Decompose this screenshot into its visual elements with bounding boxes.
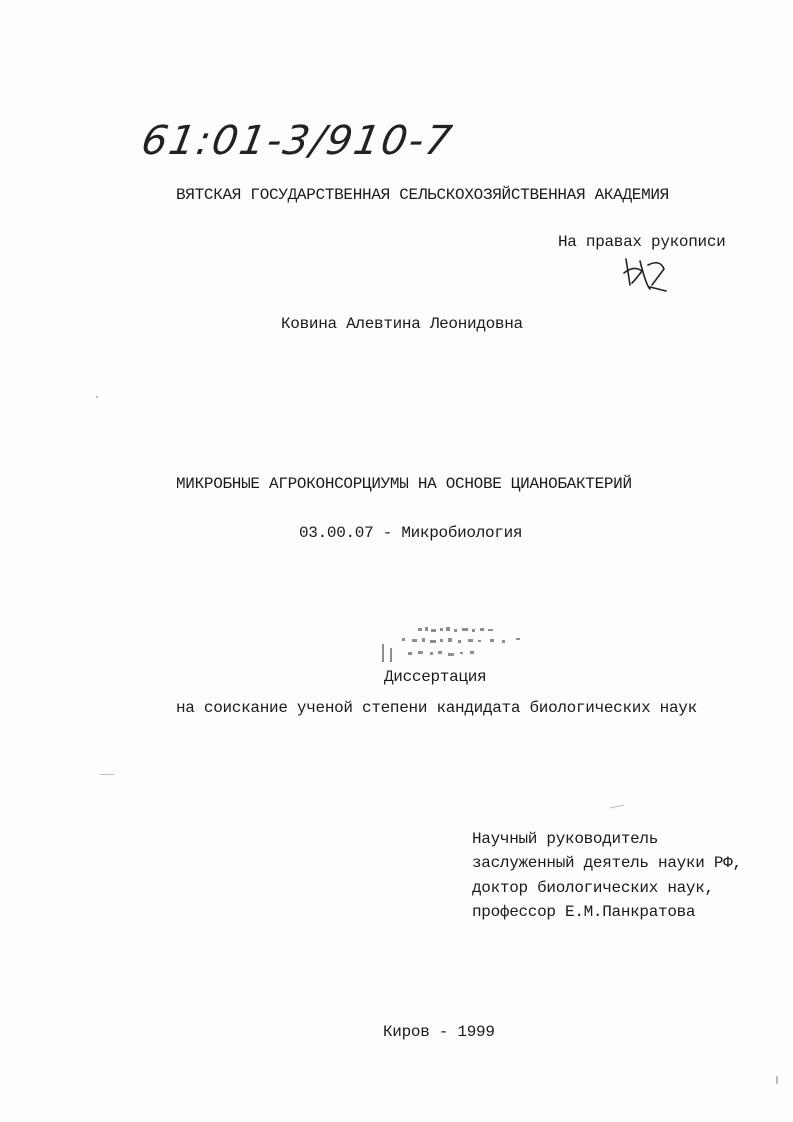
institution-name: ВЯТСКАЯ ГОСУДАРСТВЕННАЯ СЕЛЬСКОХОЗЯЙСТВЕННАЯ АКАДЕМИЯ — [176, 186, 669, 204]
author-name: Ковина Алевтина Леонидовна — [281, 315, 523, 333]
scan-speck — [610, 805, 624, 809]
supervisor-degree: доктор биологических наук, — [472, 879, 714, 897]
supervisor-name: профессор Е.М.Панкратова — [472, 903, 696, 921]
dissertation-title: МИКРОБНЫЕ АГРОКОНСОРЦИУМЫ НА ОСНОВЕ ЦИАНОБАКТЕРИЙ — [176, 475, 632, 493]
place-and-year: Киров - 1999 — [383, 1023, 495, 1041]
rights-note: На правах рукописи — [558, 233, 726, 251]
archive-code-handwritten: 61:01-3/910-7 — [137, 118, 457, 164]
specialty-code: 03.00.07 - Микробиология — [299, 524, 523, 542]
degree-line: на соискание ученой степени кандидата биологических наук — [176, 699, 697, 717]
scan-speck — [776, 1076, 778, 1084]
supervisor-honorary-title: заслуженный деятель науки РФ, — [472, 854, 742, 872]
work-type: Диссертация — [384, 668, 487, 686]
signature-mark — [620, 255, 670, 295]
supervisor-label: Научный руководитель — [472, 830, 659, 848]
library-stamp — [378, 624, 538, 670]
scan-speck — [100, 774, 114, 775]
scan-speck — [96, 396, 98, 398]
